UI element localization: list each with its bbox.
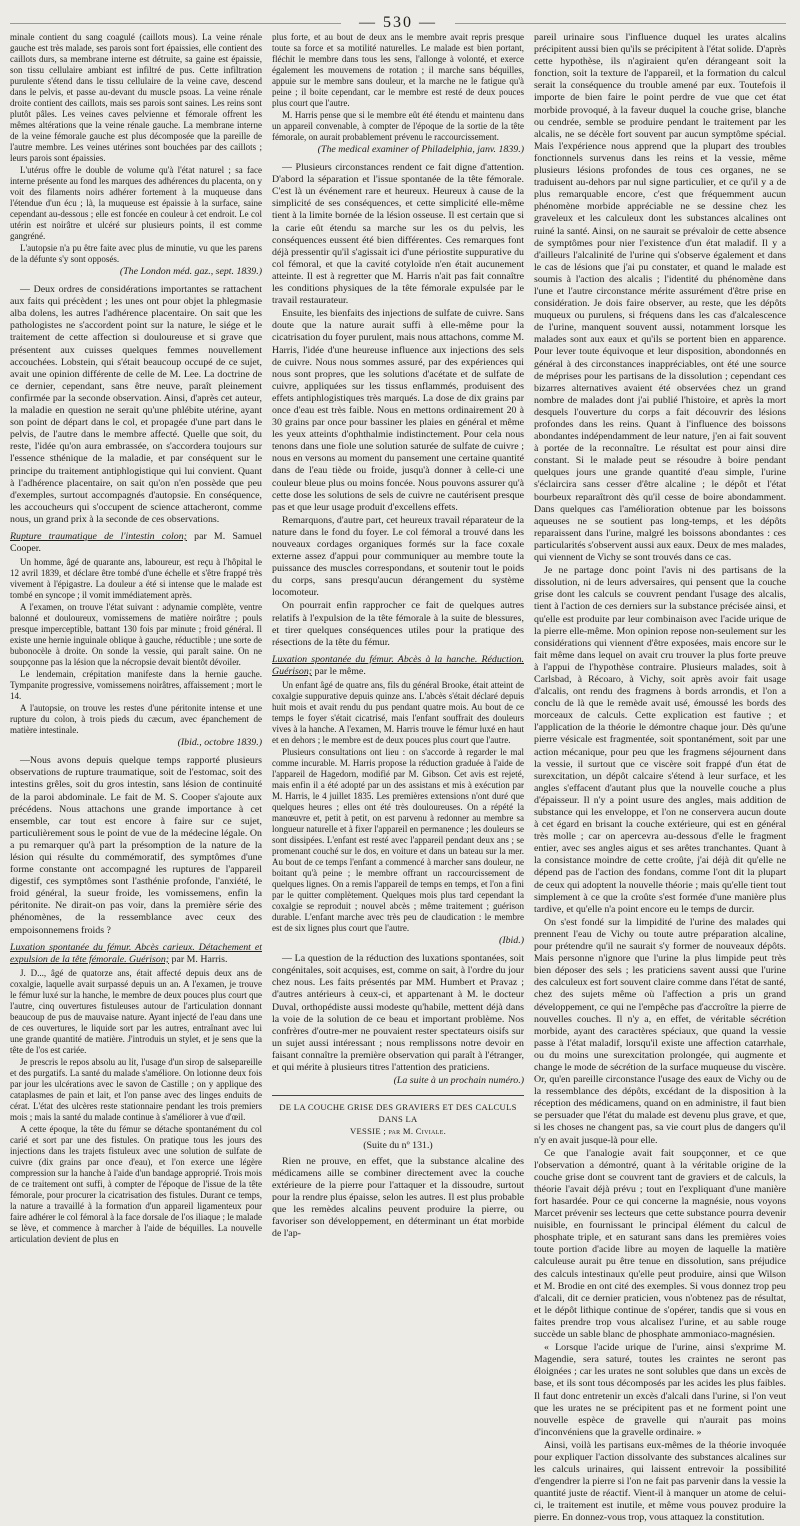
rubric-author: par M. Harris. (171, 953, 228, 965)
paragraph: « Lorsque l'acide urique de l'urine, ainsi s'exprime M. Magendie, sera saturé, toutes les craintes ne seront pas éloignées ; car les urates ne sont solubles que dans un excès de base, et ils sont tous décomposés par les acides les plus faibles. Il faut donc entretenir un excès d'alcali dans l'urine, si l'on veut que les urates ne se précipitent pas et ne forment point une nouvelle espèce de gravelle qui n'aurait pas moins d'inconvéniens que la gravelle ordinaire. » (534, 1342, 786, 1438)
article-rubric (10, 531, 262, 555)
paragraph: Je ne partage donc point l'avis ni des partisans de la dissolution, ni de leurs adversaires, qui pensent que la couche grise dont les calculs se couvrent pendant l'usage des alcalis, tient à l'action de ces derniers sur la substance précisée ainsi, et qu'elle est produite par leur combinaison avec l'acide urique de la pierre elle-même. Mon opinion repose non-seulement sur les considérations qui viennent d'être exposées, mais encore sur le fait même dans lequel on avait cru trouver la plus forte preuve à l'appui de l'hypothèse contraire. Plusieurs malades, soit à Carlsbad, à Récoaro, à Vichy, soit après avoir fait usage d'alcalis, ont rendu des fragmens à bords arrondis, et l'on a conclu de là que le remède avait usé, émoussé les bords des morceaux de calculs. Cette explication est fautive ; et l'application de la théorie le démontre chaque jour. Dès qu'une pierre vésicale est fragmentée, soit spontanément, soit par une action mécanique, pour peu que les fragmens séjournent dans la vessie, il surtout que ce viscère soit frappé d'un état de surexcitation, un dépôt calcaire s'étend à leur surface, et les angles s'effacent d'autant plus que la nouvelle couche a plus d'épaisseur. Il n'y a point usure des angles, mais addition de substance qui les enveloppe, et l'on ne conservera aucun doute à cet égard en brisant la couche extérieure, qui est en général très molle ; car on apercevra au-dessous d'elle le fragment entier, avec ses angles aigus et ses arêtes tranchantes. Quant à la consistance moindre de cette croûte, j'ai déjà dit qu'elle ne dépend pas de l'action des fondans, comme l'ont dit la plupart de ceux qui adoptent la nouvelle théorie ; mais qu'elle tient tout simplement à ce que la croûte s'est formée d'une manière plus tardive, et qu'elle n'a point encore eu le temps de durcir. (534, 565, 786, 915)
source-citation: (Ibid., octobre 1839.) (177, 737, 262, 749)
paragraph: Rien ne prouve, en effet, que la substance alcaline des médicamens aille se combiner directement avec la couche extérieure de la pierre pour l'attaquer et la dissoudre, surtout pour la rendre plus épaisse, selon les autres. Il est plus probable que les remèdes alcalins peuvent produire la pierre, ou favoriser son développement, en déterminant un état morbide de l'ap- (272, 1155, 524, 1240)
header-rule-left (10, 23, 341, 24)
paragraph: minale contient du sang coagulé (caillots mous). La veine rénale gauche est très malade, ses parois sont fort épaissies, elle contient des caillots durs, sa membrane interne est détruite, sa gaine est épaissie, son tissu cellulaire ambiant est infiltré de pus. Cette infiltration purulente s'étend dans le tissu cellulaire de la veine cave, descend dans le pelvis, et passe au-devant du muscle psoas. La veine rénale droite contient des caillots, mais ses parois sont saines. Les reins sont plutôt pâles. Les veines caves pelvienne et fémorale offrent les mêmes altérations que la veine rénale gauche. La membrane interne de la veine fémorale gauche est plus décomposée que la pareille de l'autre membre. Les veines utérines sont bouchées par des caillots ; leurs parois sont épaissies. (10, 32, 262, 163)
paragraph: Plusieurs consultations ont lieu : on s'accorde à regarder le mal comme incurable. M. Harris propose la réduction graduée à l'aide de l'appareil de Hagedorn, modifié par M. Gibson. Cet avis est rejeté, mais enfin il a été adopté par un des assistans et mis à exécution par M. Harris, le 4 juillet 1835. Les premières extensions n'ont duré que quelques heures ; elles ont été très douloureuses. On a répété la manœuvre et, petit à petit, on est parvenu à redonner au membre sa longueur naturelle et à fixer l'appareil en permanence ; les douleurs se sont dissipées. L'enfant est resté avec l'appareil pendant deux ans ; se promenant couché sur le dos, en voiture et dans un bateau sur la mer. Au bout de ce temps l'enfant a commencé à marcher sans douleur, ne boitant qu'à peine ; le membre offrant un raccourcissement de quelques lignes. On a remis l'appareil de temps en temps, et l'on a fini par le quitter complètement. Quelques mois plus tard cependant la coxalgie se reproduit ; nouvel abcès ; même traitement ; guérison durable. L'enfant marche avec très peu de claudication : le membre est de six lignes plus court que l'autre. (272, 747, 524, 934)
paragraph: Le lendemain, crépitation manifeste dans la hernie gauche. Tympanite progressive, vomissemens noirâtres, affaissement ; mort le 14. (10, 669, 262, 702)
commentary-paragraph: On pourrait enfin rapprocher ce fait de quelques autres relatifs à l'expulsion de la tête fémorale à la suite de blessures, et tirer quelques conséquences utiles pour la pratique des résections de la tête du fémur. (272, 600, 524, 648)
paragraph: On s'est fondé sur la limpidité de l'urine des malades qui prennent l'eau de Vichy ou toute autre préparation alcaline, pour prétendre qu'il ne saurait s'y former de nouveaux dépôts. Mais personne n'ignore que l'urine la plus limpide peut très bien déposer des sels ; les praticiens savent aussi que l'urine des calculeux est fort souvent claire comme dans l'état de santé, chez des sujets même où l'affection a pris un grand développement, ce qui ne l'empêche pas d'accroître la pierre de nouvelles couches. Il n'y a, en effet, de véritable sécrétion morbide, ayant des caractères spéciaux, que quand la vessie passe à l'état maladif, lorsqu'il existe une affection catarrhale, ou du moins une surexcitation prolongée, qui augmente et change le mode de sécrétion de la surface muqueuse du viscère. Or, qu'en pareille circonstance l'usage des eaux de Vichy ou de la ressemblance des dépôts, excédant de la disposition à la réception des médicamens, quand on en administre, il faut bien se persuader que l'état du malade est devenu plus grave, et que, si les choses ne changent pas, sa vie court plus de dangers qu'il n'y en avait jusque-là pour elle. (534, 916, 786, 1146)
rubric-title: Luxation spontanée du fémur. Abcès à la hanche. Réduction. Guérison; (272, 653, 524, 677)
paragraph: Un enfant âgé de quatre ans, fils du général Brooke, était atteint de coxalgie suppurative depuis quinze ans. L'abcès s'était déclaré depuis huit mois et avait rendu du pus pendant quatre mois. Au bout de ce temps le foyer s'était cicatrisé, mais l'enfant souffrait des douleurs vives à la hanche. A l'examen, M. Harris trouve le fémur luxé en haut et en dehors ; le membre est de deux pouces plus court que l'autre. (272, 680, 524, 746)
paragraph: A l'examen, on trouve l'état suivant : adynamie complète, ventre balonné et douloureux, vomissemens de matière noirâtre ; pouls presque imperceptible, battant 130 fois par minute ; froid général. Il existe une hernie inguinale oblique à gauche, réductible ; une sorte de bubonocèle à droite. On sonde la vessie, qui paraît saine. On ne soupçonne pas la lésion que la nécropsie devait bientôt dévoiler. (10, 602, 262, 668)
commentary-paragraph: — Plusieurs circonstances rendent ce fait digne d'attention. D'abord la séparation et l'issue spontanée de la tête fémorale. C'est là un événement rare et heureux. Heureux à cause de la simplicité de ses conséquences, et cette simplicité elle-même tient à la limite bornée de la lésion osseuse. Il est certain que si la carie eût étendu sa marche sur les os du pelvis, les conséquences eussent été bien différentes. Ces remarques font déjà pressentir qu'il s'agissait ici d'une périostite suppurative du col fémoral, et que la cavité cotyloïde n'en était aucunement atteinte. Il est à regretter que M. Harris n'ait pas fait connaître les conditions physiques de la tête fémorale expulsée par le travail restaurateur. (272, 162, 524, 307)
rubric-title: Luxation spontanée du fémur. Abcès carieux. Détachement et expulsion de la tête fémorale. Guérison; (10, 941, 262, 965)
column-3 (534, 32, 786, 1526)
source-citation: (The London méd. gaz., sept. 1839.) (119, 266, 262, 277)
paragraph: Ce que l'analogie avait fait soupçonner, et ce que l'observation a démontré, quant à la véritable origine de la couche grise dont se couvrent tant de graviers et de calculs, la théorie l'avait déjà prévu ; tout en l'expliquant d'une manière fort hasardée. Pour ce qui concerne la magnésie, nous voyons Marcet prévenir ses lecteurs que cette substance pourra devenir nuisible, en fournissant le principal élément du calcul de phosphate triple, et en saturant sans dans les premières voies toute portion d'acide libre au moyen de laquelle la matière calculeuse aurait pu être tenue en dissolution, sans préjudice des calculs intestinaux qu'elle peut produire, ainsi que Wilson et M. Brodie en ont cité des exemples. Si vous donnez trop peu d'alcali, dit ce dernier praticien, vous n'obtenez pas de résultat, et le dépôt lithique continue de s'opérer, tandis que si vous en faites prendre trop vous alcalisez l'urine, et au sable rouge succède un sable blanc de phosphate ammoniaco-magnésien. (534, 1147, 786, 1341)
paragraph: A l'autopsie, on trouve les restes d'une péritonite intense et une rupture du colon, à trois pieds du cæcum, avec épanchement de matière intestinale. (10, 703, 262, 736)
rubric-title: Rupture traumatique de l'intestin colon; (10, 530, 187, 542)
paragraph: A cette époque, la tête du fémur se détache spontanément du col carié et sort par une des fistules. On pratique tous les jours des injections dans les trajets fistuleux avec une solution de sulfate de cuivre (dix grains par once d'eau), et l'on exerce une légère compression sur la hanche à l'aide d'un bandage approprié. Trois mois de ce traitement ont suffi, à compter de l'époque de l'issue de la tête fémorale, pour procurer la cicatrisation des fistules. Durant ce temps, la nature a travaillé à la formation d'un appareil ligamenteux pour faire adhérer le col fémoral à la face dorsale de l'os iliaque ; le malade se lève, et commence à marcher à l'aide de béquilles. La nouvelle articulation devient de plus en (10, 1123, 262, 1244)
article-title-line-1: DE LA COUCHE GRISE DES GRAVIERS ET DES CALCULS DANS LA (279, 1102, 517, 1125)
paragraph: Je prescris le repos absolu au lit, l'usage d'un sirop de salsepareille et des purgatifs. La santé du malade s'améliore. On lotionne deux fois par jour les ulcérations avec le savon de Castille ; on y applique des cataplasmes de pain et lait, et l'on panse avec des linges enduits de cérat. L'état des ulcères reste stationnaire pendant les trois premiers mois ; mais la santé du malade continue à s'améliorer à vue d'œil. (10, 1056, 262, 1122)
rubric-author: par M. Samuel Cooper. (10, 530, 262, 555)
continued-note: (La suite à un prochain numéro.) (393, 1075, 524, 1087)
page-number: — 530 — (359, 14, 437, 31)
article-rubric (10, 942, 262, 966)
paragraph: Ainsi, voilà les partisans eux-mêmes de la théorie invoquée pour expliquer l'action dissolvante des substances alcalines sur les calculs urinaires, qui laissent entrevoir la possibilité d'engendrer la pierre si l'on ne fait pas parvenir dans la vessie la quantité juste de réactif. Vient-il à manquer un atome de celui-ci, le traitement est inutile, et même vous pouvez produire la pierre. En donnez-vous trop, vous attaquez la constitution. (534, 1439, 786, 1524)
text-columns (10, 32, 786, 1526)
rubric-author: par le même. (314, 665, 366, 677)
paragraph: pareil urinaire sous l'influence duquel les urates alcalins précipitent aussi bien qu'ils se précipitent à l'état solide. D'après cette hypothèse, ils n'agiraient qu'en dérangeant soit la fonction, soit la texture de l'appareil, et la formation du calcul serait la conséquence du trouble amené par eux. Toutefois il importe de bien faire le point perdre de vue que cet état morbide provoqué, à la faveur duquel la couche grise, blanche ou cendrée, semble se produire pendant le traitement par les alcalis, ne se décèle fort souvent par aucun symptôme spécial. Mais l'expérience nous apprend que la plupart des troubles fonctionnels survenus dans les reins et la vessie, même plusieurs lésions profondes de tous ces organes, ne se traduisent au-dehors par nul signe particulier, et ce qu'il y a de plus remarquable encore, c'est que fréquemment aucun phénomène morbide appréciable ne se dessine chez les graveleux et les calculeux dont les substances alcalines ont ruiné la santé. Ainsi, on ne saurait se prévaloir de cette absence de symptômes pour nier l'existence d'un état maladif. Il y a d'ailleurs l'alcalinité de l'urine qui s'observe également et dans le cas de lésions que j'ai pu constater, et quand le malade est soumis à l'action des alcalis ; l'identité du phénomène dans l'une et l'autre circonstance mérite assurément d'être prise en considération. Je dois faire observer, au reste, que les dépôts muqueux ou purulens, si fréquens dans les cas d'alcalescence de l'urine, manquent souvent aussi, notamment lorsque les malades sont aux eaux et qu'ils se portent bien en apparence. Pour lever toute équivoque et leur disposition, abondonnés en général à des circonstances inappréciables, ont été une source de méprises pour les partisans de la dissolution ; cependant ces bizarres alternatives avaient été observées chez un grand nombre de malades dont j'ai publié l'histoire, et après la mort desquels l'ouverture du corps a fait découvrir des lésions profondes dans les reins. Quant à l'influence des boissons abondantes indépendamment de leur nature, j'en ai fait souvent à portée de la reconnaître. Le résultat est pour ainsi dire constant. Si le malade peut se résoudre à boire pendant quelques jours une grande quantité d'eau simple, l'urine s'éclaircira sans cesser d'être alcaline ; le dépôt et l'état bourbeux reparaîtront dès qu'il cesse de boire abondamment. Dans quelques cas l'amélioration obtenue par les boissons aqueuses ne se soutient pas long-temps, et les dépôts reparaissent dans l'urine, malgré les boissons abondantes : ces particularités s'observent aussi aux eaux. Deux de mes malades, qui viennent de Vichy se sont trouvés dans ce cas. (534, 32, 786, 564)
paragraph: Un homme, âgé de quarante ans, laboureur, est reçu à l'hôpital le 12 avril 1839, et déclare être tombé d'une échelle et s'être frappé très vivement à l'épigastre. La douleur a été si intense que le malade est tombé en syncope ; il vomit immédiatement après. (10, 557, 262, 601)
source-citation: (Ibid.) (499, 935, 524, 947)
commentary-paragraph: Remarquons, d'autre part, cet heureux travail réparateur de la nature dans le fond du foyer. Le col fémoral a trouvé dans les nouveaux cordages organiques formés sur la face coxale externe assez d'appui pour communiquer au membre toute la puissance des muscles correspondans, et soutenir tout le poids du corps, sans presqu'aucun dérangement du système locomoteur. (272, 514, 524, 599)
paragraph: L'autopsie n'a pu être faite avec plus de minutie, vu que les parens de la défunte s'y sont opposés. (10, 243, 262, 264)
commentary-paragraph: —Nous avons depuis quelque temps rapporté plusieurs observations de rupture traumatique, soit de l'estomac, soit des intestins grêles, soit du gros intestin, sans lésion de continuité de la paroi abdominale. Le fait de M. S. Cooper s'ajoute aux précédens. Nous attachons une grande importance à cet ensemble, car tout est encore à faire sur ce sujet, particulièrement sous le point de vue de la médecine légale. On a pu remarquer qu'à part la présomption de la nature de la lésion qui résulte du commémoratif, des symptômes d'une forme constante ont accompagné les ruptures de l'appareil digestif, ces symptômes sont l'asthénie profonde, l'anxiété, le froid général, la sueur froide, les vomissemens, enfin la péritonite. Ne dirait-on pas voir, dans la première série des phénomènes, de la ressemblance avec ceux des empoisonnemens froids ? (10, 755, 262, 936)
page-header (10, 14, 786, 32)
article-title-line-2: VESSIE ; par M. Civiale. (349, 1126, 447, 1137)
commentary-paragraph: — La question de la réduction des luxations spontanées, soit congénitales, soit acquises, est, comme on sait, à l'ordre du jour chez nous. Les faits présentés par MM. Humbert et Pravaz ; d'autres antérieurs à ceux-ci, et appartenant à M. le docteur Duval, orthopédiste aussi modeste qu'habile, mettent déjà dans la voie de la solution de ce beau et important problème. Nos confrères d'outre-mer ne pouvaient rester spectateurs oisifs sur un sujet aussi intéressant ; nous remplissons notre devoir en faisant connaître la première observation qui paraît à l'étranger, et qui mérite à plusieurs titres l'attention des praticiens. (272, 953, 524, 1073)
commentary-paragraph: — Deux ordres de considérations importantes se rattachent aux faits qui précèdent ; les unes ont pour objet la phlegmasie alba dolens, les autres l'adhérence placentaire. On sait que les pathologistes ne s'accordent point sur la nature, le siége et le traitement de cette affection si douloureuse et si grave que présentent aux cuisses quelques femmes nouvellement accouchées. Lobstein, qui s'était beaucoup occupé de ce sujet, avait une opinion différente de celle de M. Lee. La doctrine de ce dernier, cependant, sans être neuve, paraît pleinement confirmée par la seconde observation. Ainsi, d'après cet auteur, la maladie en question ne serait qu'une phlébite utérine, ayant son point de départ dans le col, et propagée d'une part dans le pelvis, de l'autre dans le membre affecté. Quelle que soit, du reste, l'idée qu'on aura embrassée, on s'accordera toujours sur l'essence sthénique de la maladie, et par conséquent sur le principe du traitement antiphlogistique qui lui convient. Quant à l'adhérence placentaire, on sait qu'on n'en possède que peu d'exemples, surtout accompagnés d'autopsie. En conséquence, les accoucheurs qui s'occupent de science attacheront, comme nous, un grand prix à la seconde de ces observations. (10, 284, 262, 525)
paragraph: plus forte, et au bout de deux ans le membre avait repris presque toute sa force et sa motilité naturelles. Le malade est bien portant, fléchit le membre dans tous les sens, l'allonge à volonté, et exerce également les mouvemens de rotation ; il marche sans béquilles, appuie sur le membre sans douleur, et la marche ne le fatigue qu'à peine ; il boite cependant, car le membre est resté de deux pouces plus court que l'autre. (272, 32, 524, 108)
paragraph: M. Harris pense que si le membre eût été étendu et maintenu dans un appareil convenable, à compter de l'époque de la sortie de la tête fémorale, on aurait probablement prévenu le raccourcissement. (272, 110, 524, 142)
header-rule-right (455, 23, 786, 24)
commentary-paragraph: Ensuite, les bienfaits des injections de sulfate de cuivre. Sans doute que la nature aurait suffi à elle-même pour la cicatrisation du foyer purulent, mais nous attachons, comme M. Harris, l'idée d'une heureuse influence aux injections des sels de cuivre. Nous nous sommes assuré, par des expériences qui nous sont propres, que les solutions d'acétate et de sulfate de cuivre, appliquées sur les tissus enflammés, produisent des effets antiphlogistiques très marqués. La dose de dix grains par once d'eau est très faible. Nous en mettons ordinairement 20 à 30 grains par once pour bassiner les plaies en général et même les yeux atteints d'ophthalmie indistinctement. Pour cela nous tenons dans une fiole une solution saturée de sulfate de cuivre ; nous en versons au moment du pansement une certaine quantité dans de l'eau tiède ou froide, jusqu'à donner à celle-ci une couleur bleue plus ou moins foncée. Nous pouvons assurer qu'à cette dose les solutions de sels de cuivre ne cautérisent presque pas et que leur usage produit d'excellens effets. (272, 308, 524, 513)
source-citation: (The medical examiner of Philadelphia, janv. 1839.) (317, 144, 524, 155)
article-title (272, 1095, 524, 1137)
continuation-note: (Suite du nº 131.) (363, 1140, 433, 1152)
paragraph: J. D..., âgé de quatorze ans, était affecté depuis deux ans de coxalgie, laquelle avait surpassé depuis un an. A l'examen, je trouve le fémur luxé sur la hanche, le membre de deux pouces plus court que l'autre, cinq ouvertures fistuleuses autour de l'articulation donnant beaucoup de pus de mauvaise nature. Ayant injecté de l'eau dans une de ces ouvertures, le liquide sort par les autres, entraînant avec lui une grande quantité de matière. J'introduis un stylet, et je sens que la tête de l'os est cariée. (10, 967, 262, 1055)
article-rubric (272, 654, 524, 678)
paragraph: L'utérus offre le double de volume qu'à l'état naturel ; sa face interne présente au fond les marques des adhérences du placenta, on y voit des filaments noirs adhérer fortement à la muqueuse dans l'étendue d'un écu ; là, la muqueuse est épaissie à la surface, saine cependant au-dessous ; elle est foncée en couleur à cet endroit. Le col utérin est noirâtre et ulcéré sur plusieurs points, il est comme gangréné. (10, 165, 262, 241)
column-2 (272, 32, 524, 1526)
column-1 (10, 32, 262, 1526)
